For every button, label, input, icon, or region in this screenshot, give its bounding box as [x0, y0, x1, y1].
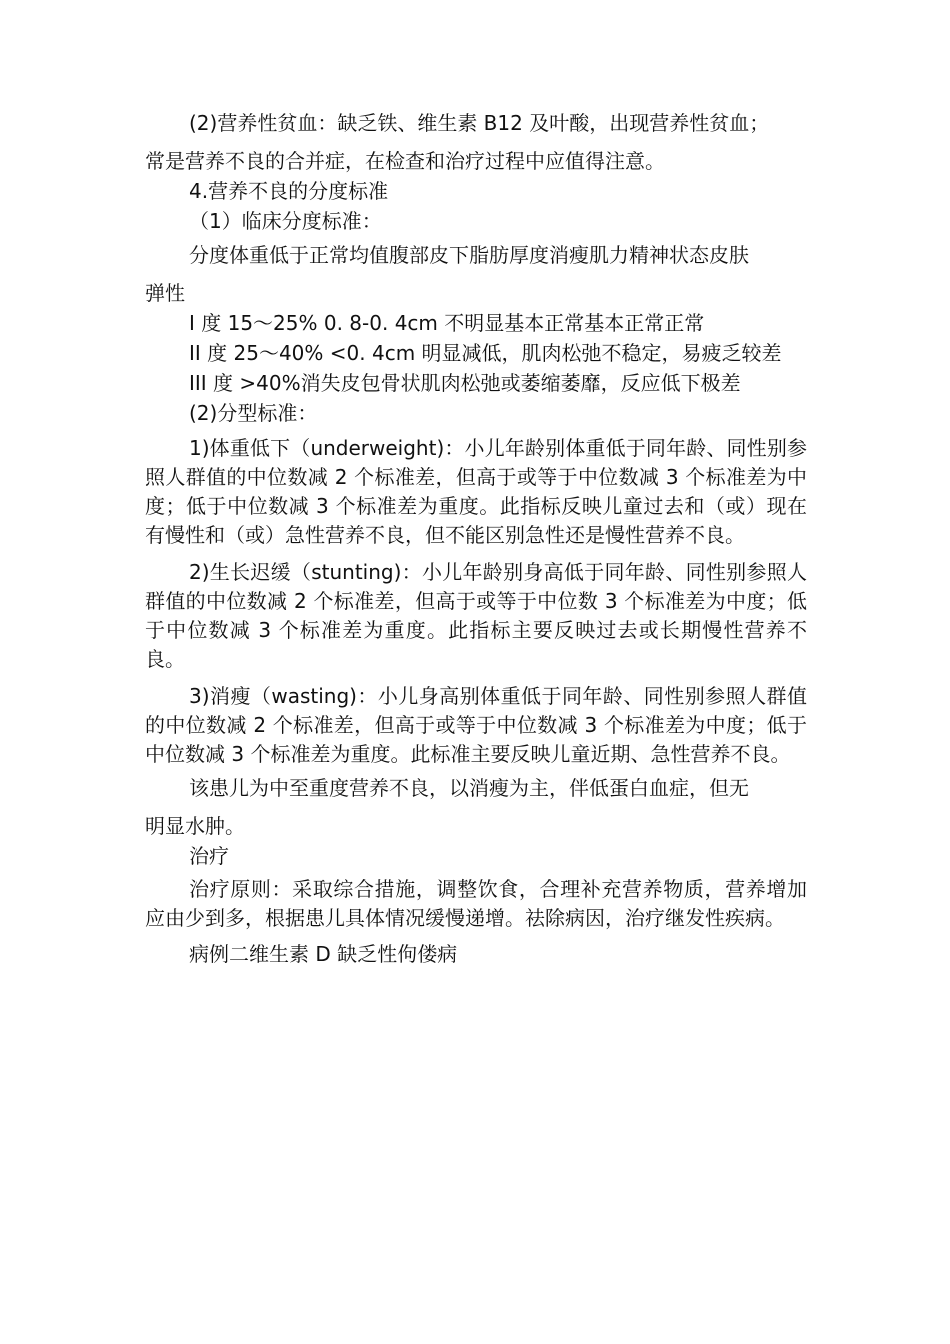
- case-heading: 病例二维生素 D 缺乏性佝偻病: [189, 942, 458, 966]
- text-line: 该患儿为中至重度营养不良，以消瘦为主，伴低蛋白血症，但无: [189, 776, 749, 800]
- paragraph: 2)生长迟缓（stunting)：小儿年龄别身高低于同年龄、同性别参照人群值的中位数减 2 个标准差，但高于或等于中位数 3 个标准差为中度；低于中位数减 3 个标准差为重度。此指标主要反映过去或长期慢性营养不良。: [145, 560, 807, 671]
- text-line: 常是营养不良的合并症，在检查和治疗过程中应值得注意。: [145, 149, 665, 173]
- grade-row: III 度 >40%消失皮包骨状肌肉松弛或萎缩萎靡，反应低下极差: [189, 371, 741, 395]
- text-line: 明显水肿。: [145, 814, 245, 838]
- sub-heading: （1）临床分度标准：: [189, 209, 382, 233]
- text-line: (2)营养性贫血：缺乏铁、维生素 B12 及叶酸，出现营养性贫血；: [189, 111, 770, 135]
- section-heading: 4.营养不良的分度标准: [189, 179, 389, 203]
- document-page: [145, 108, 807, 969]
- sub-heading: (2)分型标准：: [189, 401, 318, 425]
- section-heading: 治疗: [189, 844, 229, 868]
- paragraph: 3)消瘦（wasting)：小儿身高别体重低于同年龄、同性别参照人群值的中位数减 2 个标准差，但高于或等于中位数减 3 个标准差为中度；低于中位数减 3 个标准差为重度。此标准主要反映儿童近期、急性营养不良。: [145, 684, 807, 766]
- text-line: 分度体重低于正常均值腹部皮下脂肪厚度消瘦肌力精神状态皮肤: [189, 243, 749, 267]
- paragraph: 治疗原则：采取综合措施，调整饮食，合理补充营养物质，营养增加应由少到多，根据患儿具体情况缓慢递增。祛除病因，治疗继发性疾病。: [145, 877, 807, 930]
- text-line: 弹性: [145, 281, 185, 305]
- grade-row: I 度 15～25% 0. 8-0. 4cm 不明显基本正常基本正常正常: [189, 311, 705, 335]
- grade-row: II 度 25～40% <0. 4cm 明显减低，肌肉松弛不稳定，易疲乏较差: [189, 341, 782, 365]
- paragraph: 1)体重低下（underweight)：小儿年龄别体重低于同年龄、同性别参照人群值的中位数减 2 个标准差，但高于或等于中位数减 3 个标准差为中度；低于中位数减 3 个标准差为重度。此指标反映儿童过去和（或）现在有慢性和（或）急性营养不良，但不能区别急性还是慢性营养不良。: [145, 436, 807, 547]
